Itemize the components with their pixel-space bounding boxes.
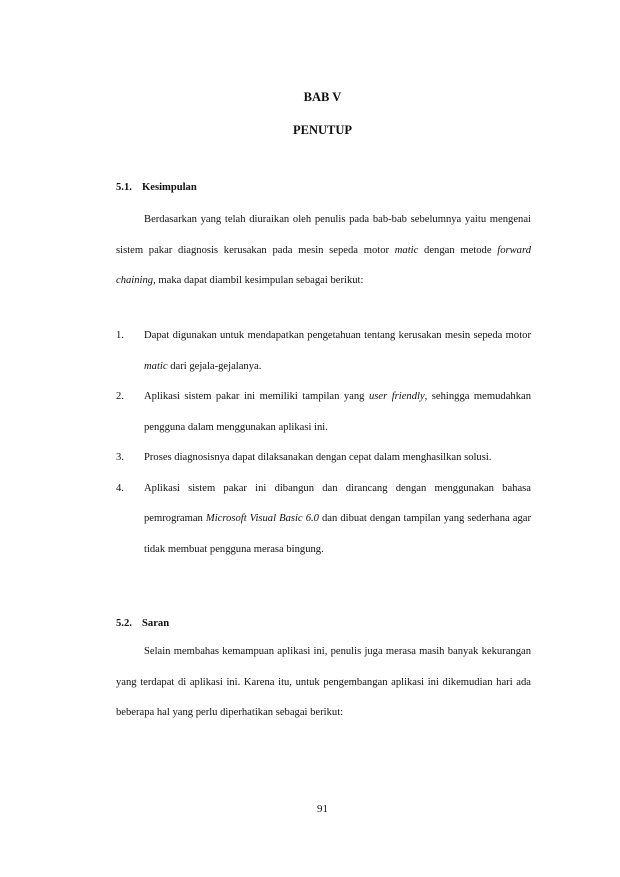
chapter-label: BAB V [303, 90, 342, 104]
list-item-text: Proses diagnosisnya dapat dilaksanakan dengan cepat dalam menghasilkan solusi. [144, 452, 492, 463]
list-item [116, 474, 531, 566]
list-item-italic: Microsoft Visual Basic 6.0 [205, 513, 319, 524]
conclusion-intro-paragraph [116, 205, 531, 297]
list-item [116, 443, 531, 474]
intro-text-1: Berdasarkan yang telah diuraikan oleh penulis pada bab-bab sebelumnya yaitu mengenai sistem pakar diagnosis kerusakan pada mesin sepeda motor [116, 214, 531, 256]
list-item-text-end: , sehingga memudahkan pengguna dalam menggunakan aplikasi ini. [144, 391, 531, 433]
conclusion-list [116, 321, 531, 565]
chapter-title: PENUTUP [292, 123, 353, 137]
list-item-text: Aplikasi sistem pakar ini memiliki tampilan yang [144, 391, 369, 402]
intro-italic-1: matic [394, 244, 419, 256]
list-item-italic: matic [144, 360, 168, 372]
list-item-italic: user friendly [368, 391, 425, 402]
list-item-number: 3. [116, 452, 124, 463]
list-item-text-end: dan dibuat dengan tampilan yang sederhana agar tidak membuat pengguna merasa bingung. [144, 513, 531, 555]
list-item-text: Aplikasi sistem pakar ini dibangun dan dirancang dengan menggunakan bahasa pemrograman [144, 482, 531, 524]
suggestion-paragraph: Selain membahas kemampuan aplikasi ini, penulis juga merasa masih banyak kekurangan yang terdapat di aplikasi ini. Karena itu, untuk pengembangan aplikasi ini dikemudian hari ada beberapa hal yang perlu diperhatikan sebagai berikut: [116, 646, 531, 718]
section-title: Saran [142, 618, 170, 629]
list-item [116, 382, 531, 443]
intro-italic-2: forward chaining [116, 244, 532, 286]
page-number: 91 [317, 803, 328, 815]
section-heading-saran [116, 618, 169, 629]
intro-text-3: , maka dapat diambil kesimpulan sebagai berikut: [153, 275, 364, 286]
list-item-text: Dapat digunakan untuk mendapatkan pengetahuan tentang kerusakan mesin sepeda motor [144, 330, 531, 341]
section-heading-kesimpulan [116, 182, 197, 193]
list-item [116, 321, 531, 382]
section-title: Kesimpulan [142, 182, 197, 193]
list-item-text-end: dari gejala-gejalanya. [167, 360, 262, 372]
list-item-number: 1. [116, 330, 124, 341]
section-number: 5.1. [116, 182, 132, 193]
intro-text-2: dengan metode [418, 244, 498, 256]
list-item-number: 2. [116, 391, 124, 402]
list-item-number: 4. [116, 482, 124, 494]
section-number: 5.2. [116, 618, 132, 629]
